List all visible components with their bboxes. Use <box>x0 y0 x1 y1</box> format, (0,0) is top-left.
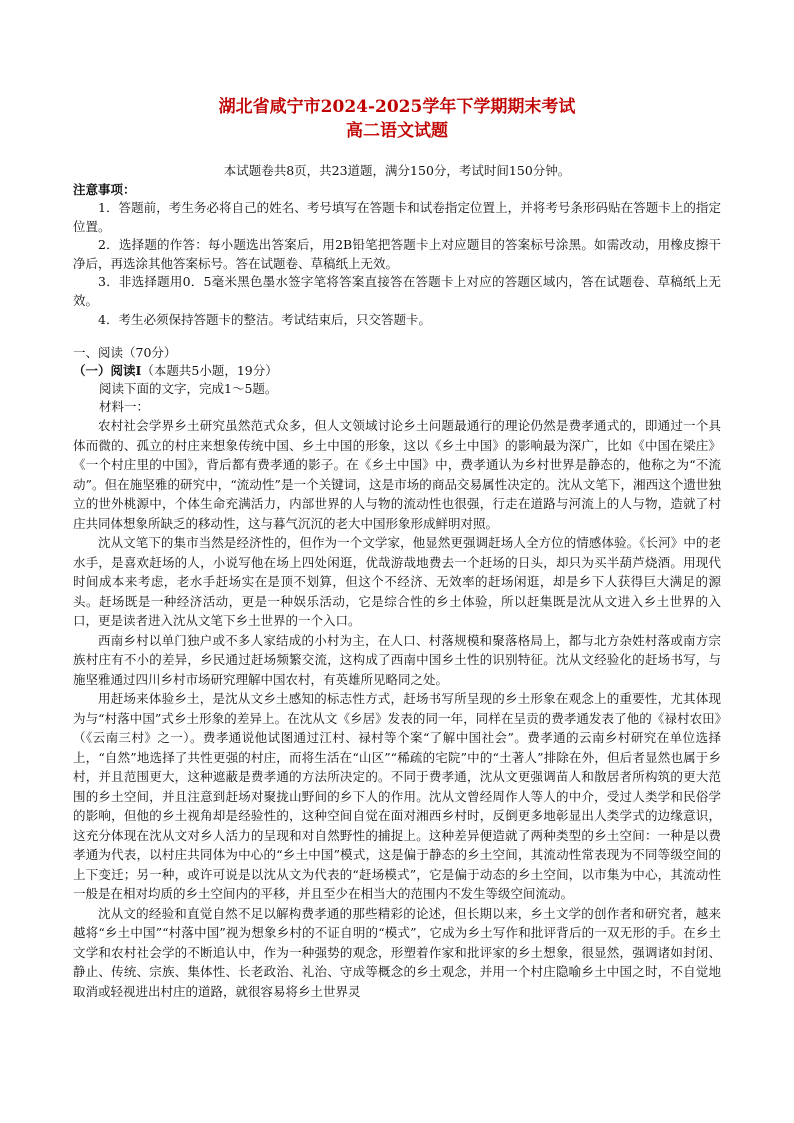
exam-info: 本试题卷共8页，共23道题，满分150分，考试时间150分钟。 <box>223 163 571 178</box>
reading-passage <box>73 416 721 1001</box>
passage-paragraph: 沈从文的经验和直觉自然不足以解构费孝通的那些精彩的论述，但长期以来，乡土文学的创作者和研究者，越来越将“乡土中国”“村落中国”视为想象乡村的不证自明的“模式”，它成为乡土写作和批评背后的一双无形的手。在乡土文学和农村社会学的不断追认中，作为一种强势的观念，形塑着作家和批评家的乡土想象，很显然，强调诸如封闭、静止、传统、宗族、集体性、长老政治、礼治、守成等概念的乡土观念，并用一个村庄隐喻乡土中国之时，不自觉地取消或轻视进出村庄的道路，就很容易将乡土世界灵 <box>73 905 721 999</box>
subsection-detail: （本题共5小题，19分） <box>141 363 278 378</box>
note-item: 1．答题前，考生务必将自己的姓名、考号填写在答题卡和试卷指定位置上，并将考号条形码贴在答题卡上的指定位置。 <box>73 200 721 234</box>
material-label: 材料一： <box>99 399 150 414</box>
note-item: 4．考生必须保持答题卡的整洁。考试结束后，只交答题卡。 <box>98 311 431 327</box>
reading-instruction: 阅读下面的文字，完成1～5题。 <box>99 381 278 396</box>
part-heading: 一、阅读（70分） <box>73 345 177 360</box>
passage-paragraph: 农村社会学界乡土研究虽然范式众多，但人文领域讨论乡土问题最通行的理论仍然是费孝通式的，即通过一个具体而微的、孤立的村庄来想象传统中国、乡土中国的形象，这以《乡土中国》的影响最为深广，比如《中国在梁庄》《一个村庄里的中国》，背后都有费孝通的影子。在《乡土中国》中，费孝通认为乡村世界是静态的，他称之为“不流动”。但在施坚雅的研究中，“流动性”是一个关键词，这是市场的商品交易属性决定的。沈从文笔下，湘西这个遗世独立的世外桃源中，个体生命充满活力，内部世界的人与物的流动性也很强，行走在道路与河流上的人与物，造就了村庄共同体想象所缺乏的移动性，这与暮气沉沉的老大中国形象形成鲜明对照。 <box>73 418 721 531</box>
exam-title: 湖北省咸宁市2024-2025学年下学期期末考试 <box>218 97 576 117</box>
passage-paragraph: 用赶场来体验乡土，是沈从文乡土感知的标志性方式，赶场书写所呈现的乡土形象在观念上的重要性，尤其体现为与“村落中国”式乡土形象的差异上。在沈从文《乡居》发表的同一年，同样在呈贡的费孝通发表了他的《禄村农田》（《云南三村》之一）。费孝通说他试图通过江村、禄村等个案“了解中国社会”。费孝通的云南乡村研究在单位选择上，“自然”地选择了共性更强的村庄，而将生活在“山区”“稀疏的宅院”中的“土著人”排除在外，但后者显然也属于乡村，并且范围更大，这种遮蔽是费孝通的方法所决定的。不同于费孝通，沈从文更强调苗人和散居者所构筑的更大范围的乡土空间，并且注意到赶场对聚拢山野间的乡下人的作用。沈从文曾经周作人等人的中介，受过人类学和民俗学的影响，但他的乡土视角却是经验性的，这种空间自觉在面对湘西乡村时，反倒更多地彰显出人类学式的边缘意识，这充分体现在沈从文对乡人活力的呈现和对自然野性的捕捉上。这种差异便造就了两种类型的乡土空间：一种是以费孝通为代表，以村庄共同体为中心的“乡土中国”模式，这是偏于静态的乡土空间，其流动性常表现为不同等级空间的上下变迁；另一种，或许可说是以沈从文为代表的“赶场模式”，它是偏于动态的乡土空间，以市集为中心，其流动性一般是在相对均质的乡土空间内的平移，并且至少在相当大的范围内不发生等级空间流动。 <box>73 691 721 901</box>
subsection-heading <box>73 363 278 379</box>
subsection-label: （一）阅读Ⅰ <box>73 363 142 378</box>
note-item: 2．选择题的作答：每小题选出答案后，用2B铅笔把答题卡上对应题目的答案标号涂黑。如需改动，用橡皮擦干净后，再选涂其他答案标号。答在试题卷、草稿纸上无效。 <box>73 237 721 271</box>
passage-paragraph: 西南乡村以单门独户或不多人家结成的小村为主，在人口、村落规模和聚落格局上，都与北方杂姓村落或南方宗族村庄有不小的差异，乡民通过赶场频繁交流，这构成了西南中国乡土性的识别特征。沈从文经验化的赶场书写，与施坚雅通过四川乡村市场研究理解中国农村，有英雄所见略同之处。 <box>73 632 721 687</box>
passage-paragraph: 沈从文笔下的集市当然是经济性的，但作为一个文学家，他显然更强调赶场人全方位的情感体验。《长河》中的老水手，是喜欢赶场的人，小说写他在场上四处闲逛，优哉游哉地费去一个赶场的日头，却只为买半葫芦烧酒。用现代时间成本来考虑，老水手赶场实在是顶不划算，但这个不经济、无效率的赶场闲逛，却是乡下人获得巨大满足的源头。赶场既是一种经济活动，更是一种娱乐活动，它是综合性的乡土体验，所以赶集既是沈从文进入乡土世界的入口，更是读者进入沈从文笔下乡土世界的一个入口。 <box>73 535 721 628</box>
notes-heading: 注意事项： <box>73 182 136 197</box>
note-item: 3．非选择题用0．5毫米黑色墨水签字笔将答案直接答在答题卡上对应的答题区域内，答在试题卷、草稿纸上无效。 <box>73 274 721 308</box>
notes-list <box>73 199 721 329</box>
exam-subtitle: 高二语文试题 <box>346 121 448 141</box>
